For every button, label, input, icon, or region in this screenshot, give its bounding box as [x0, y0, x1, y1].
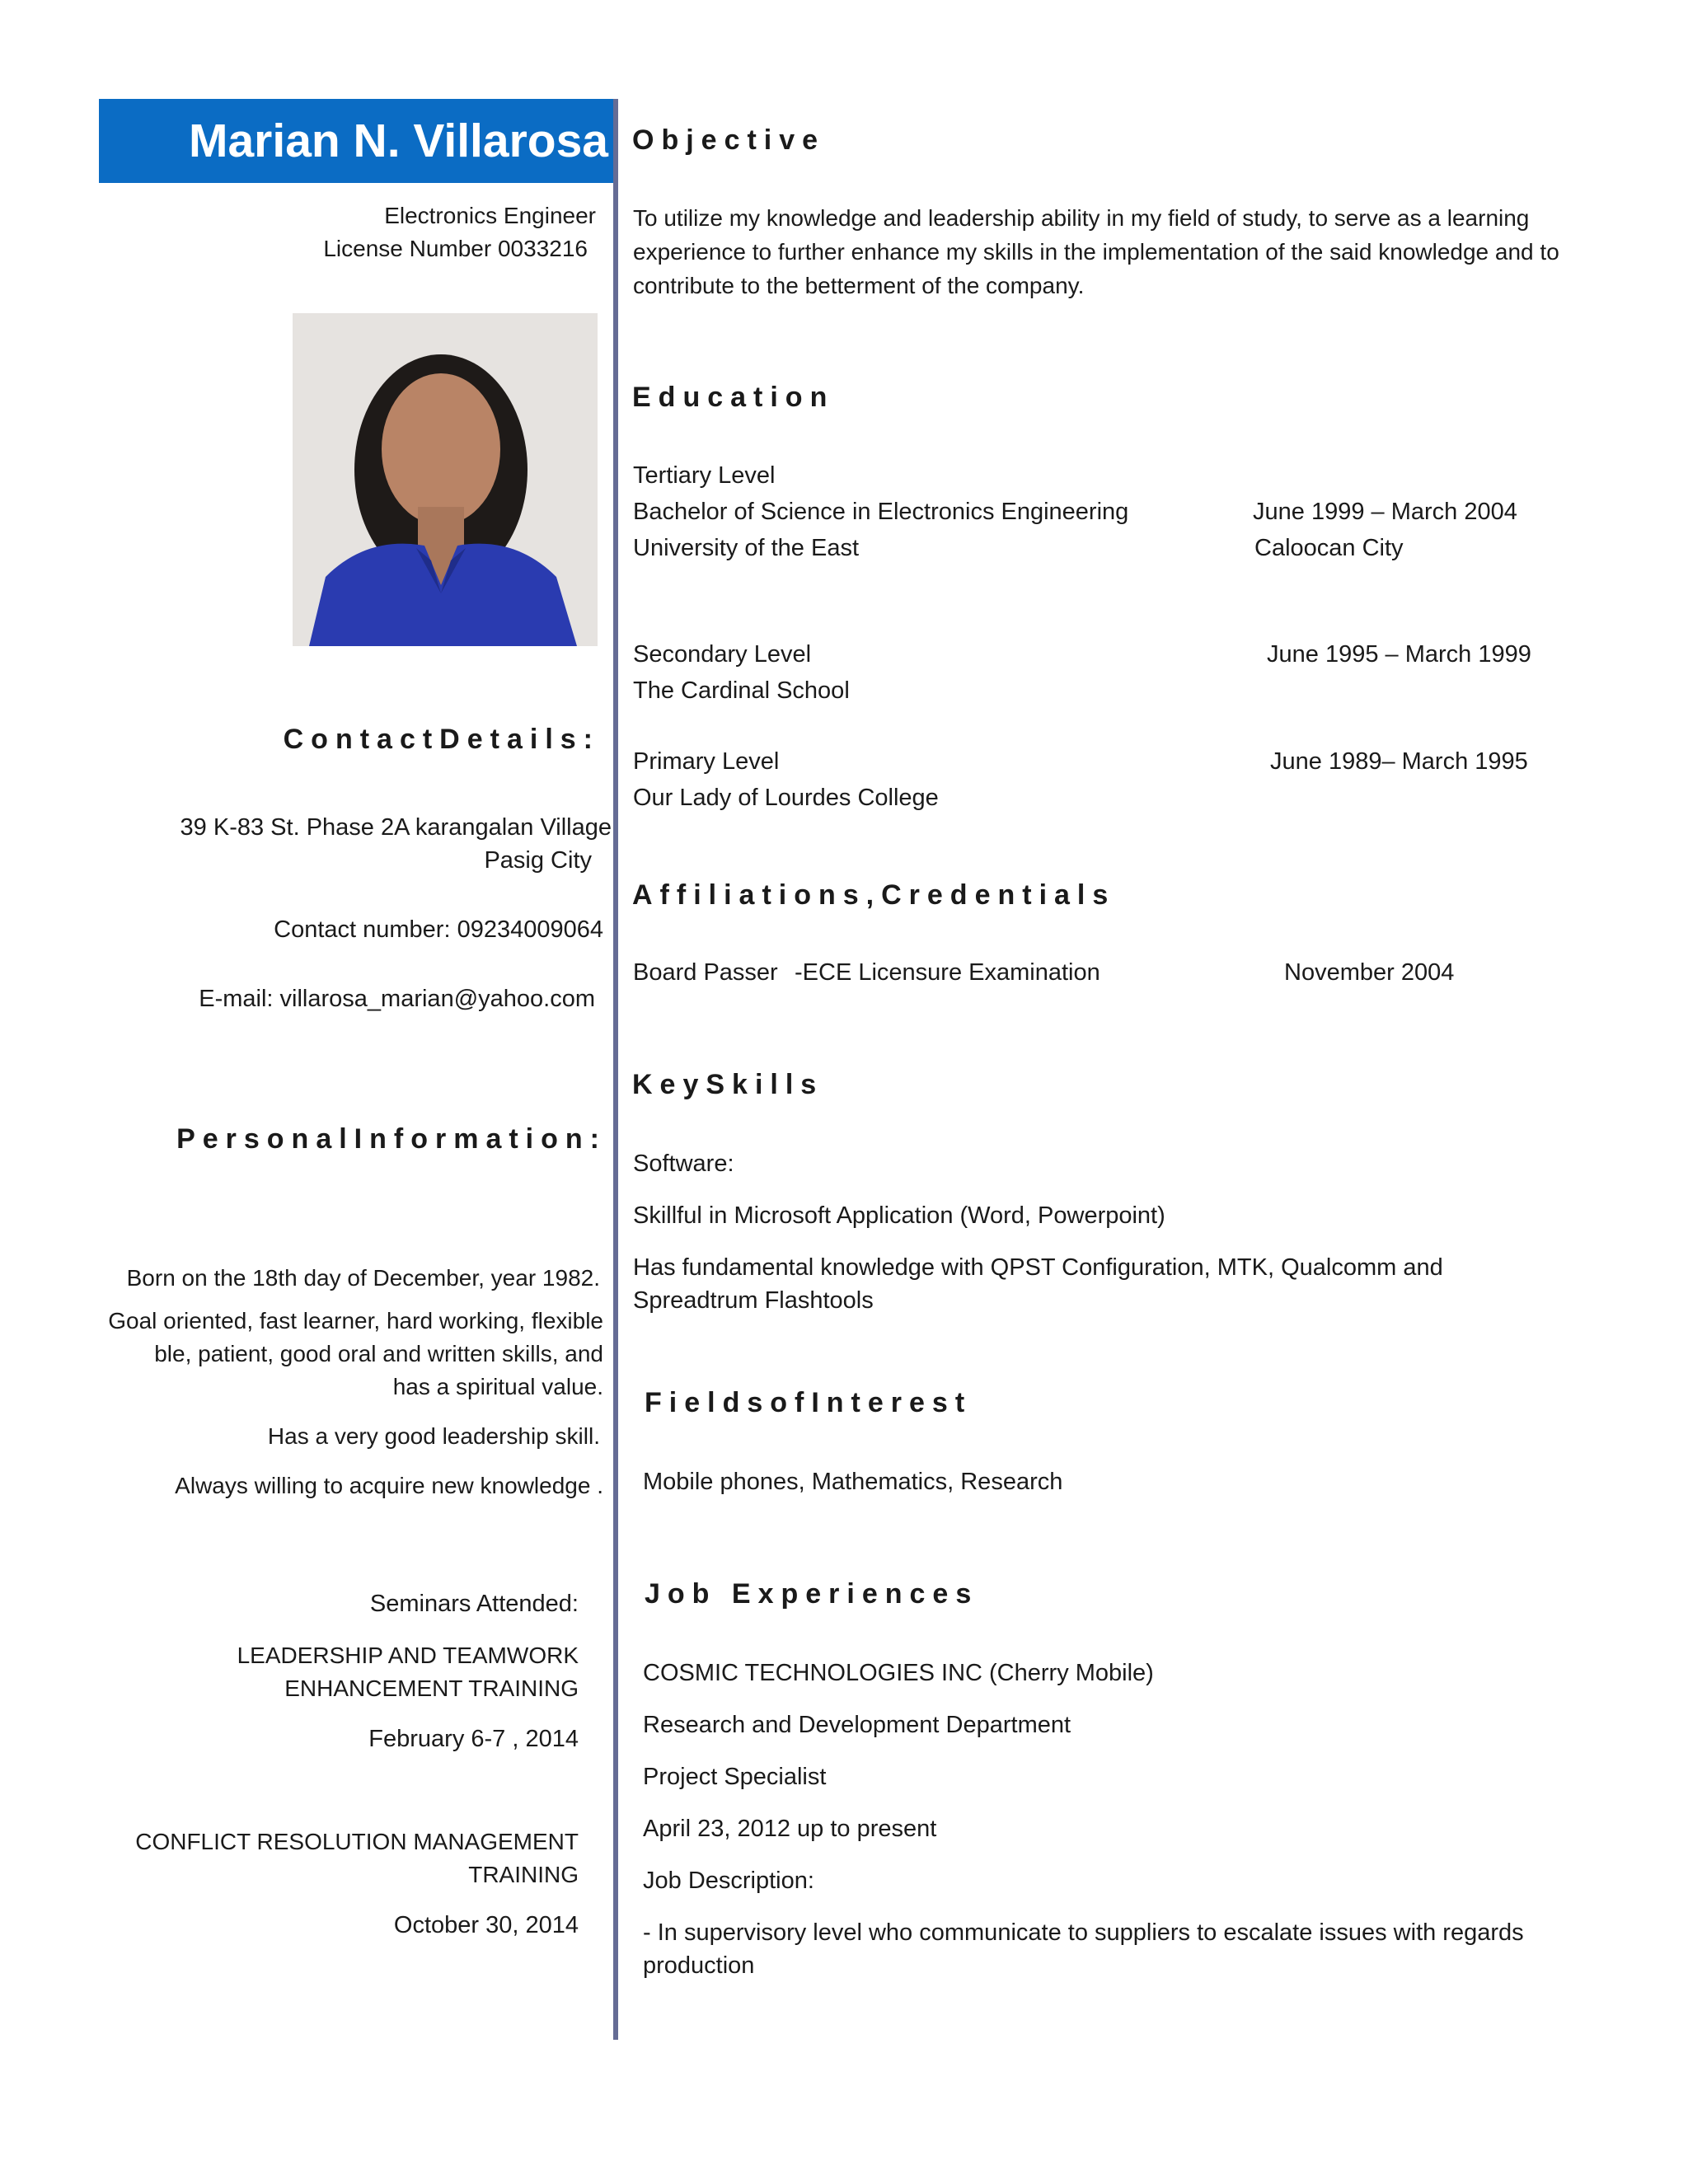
- secondary-dates: June 1995 – March 1999: [1267, 641, 1531, 668]
- seminar2-date: October 30, 2014: [393, 1912, 579, 1938]
- skill-flashtools-line2: Spreadtrum Flashtools: [633, 1287, 874, 1314]
- name-banner: [99, 99, 615, 183]
- secondary-level: Secondary Level: [633, 641, 812, 668]
- tertiary-level: Tertiary Level: [633, 462, 776, 489]
- person-portrait-icon: [293, 313, 598, 646]
- traits-line3: has a spiritual value.: [392, 1374, 603, 1399]
- tertiary-location: Caloocan City: [1254, 535, 1404, 561]
- column-divider: [613, 99, 618, 2040]
- seminar1-line1: LEADERSHIP AND TEAMWORK: [237, 1643, 579, 1668]
- contact-heading: ContactDetails:: [283, 724, 600, 755]
- job-company: COSMIC TECHNOLOGIES INC (Cherry Mobile): [643, 1660, 1154, 1686]
- seminar2-line1: CONFLICT RESOLUTION MANAGEMENT: [135, 1829, 579, 1854]
- tertiary-dates: June 1999 – March 2004: [1253, 499, 1517, 525]
- candidate-name: Marian N. Villarosa: [189, 115, 608, 167]
- job-position: Project Specialist: [643, 1764, 827, 1790]
- secondary-school: The Cardinal School: [633, 677, 850, 704]
- seminar1-date: February 6-7 , 2014: [368, 1726, 579, 1752]
- profile-photo: [293, 313, 598, 646]
- objective-heading: Objective: [632, 124, 826, 156]
- job-department: Research and Development Department: [643, 1712, 1071, 1738]
- tertiary-school: University of the East: [633, 535, 859, 561]
- seminar1-line2: ENHANCEMENT TRAINING: [284, 1675, 579, 1701]
- seminar2-line2: TRAINING: [468, 1862, 579, 1887]
- credential-title: Board Passer: [633, 959, 778, 986]
- email-address: E-mail: villarosa_marian@yahoo.com: [199, 986, 595, 1012]
- primary-level: Primary Level: [633, 748, 780, 775]
- jobs-heading: Job Experiences: [645, 1578, 979, 1610]
- address-line2: Pasig City: [484, 847, 592, 874]
- credential-exam: -ECE Licensure Examination: [795, 959, 1100, 986]
- job-description-label: Job Description:: [643, 1868, 814, 1894]
- traits-line1: Goal oriented, fast learner, hard working, flexible: [108, 1308, 603, 1333]
- skill-flashtools-line1: Has fundamental knowledge with QPST Configuration, MTK, Qualcomm and: [633, 1254, 1443, 1281]
- interests-heading: FieldsofInterest: [645, 1387, 973, 1418]
- skills-heading: KeySkills: [632, 1069, 824, 1100]
- traits-line2: ble, patient, good oral and written skills, and: [154, 1341, 603, 1366]
- leadership-note: Has a very good leadership skill.: [267, 1423, 600, 1449]
- objective-line3: contribute to the betterment of the company.: [633, 273, 1085, 298]
- birth-info: Born on the 18th day of December, year 1982.: [126, 1265, 600, 1291]
- willing-note: Always willing to acquire new knowledge .: [175, 1473, 603, 1498]
- software-label: Software:: [633, 1151, 734, 1177]
- interests-text: Mobile phones, Mathematics, Research: [643, 1469, 1063, 1495]
- education-heading: Education: [632, 382, 835, 413]
- address-line1: 39 K-83 St. Phase 2A karangalan Village: [180, 814, 612, 841]
- job-description-line2: production: [643, 1952, 755, 1979]
- job-dates: April 23, 2012 up to present: [643, 1816, 937, 1842]
- seminars-heading: Seminars Attended:: [369, 1591, 579, 1617]
- skill-microsoft: Skillful in Microsoft Application (Word, Powerpoint): [633, 1202, 1165, 1229]
- primary-school: Our Lady of Lourdes College: [633, 785, 939, 811]
- objective-line2: experience to further enhance my skills in the implementation of the said knowledge and to: [633, 239, 1559, 265]
- job-description-line1: - In supervisory level who communicate to suppliers to escalate issues with regards: [643, 1919, 1524, 1946]
- tertiary-degree: Bachelor of Science in Electronics Engineering: [633, 499, 1129, 525]
- credential-date: November 2004: [1284, 959, 1455, 986]
- personal-info-heading: PersonalInformation:: [176, 1123, 607, 1155]
- objective-line1: To utilize my knowledge and leadership ability in my field of study, to serve as a learning: [633, 205, 1530, 231]
- affiliations-heading: Affiliations,Credentials: [632, 879, 1116, 911]
- license-number: License Number 0033216: [323, 236, 588, 261]
- contact-number: Contact number: 09234009064: [274, 916, 603, 943]
- primary-dates: June 1989– March 1995: [1270, 748, 1528, 775]
- profession: Electronics Engineer: [384, 203, 596, 228]
